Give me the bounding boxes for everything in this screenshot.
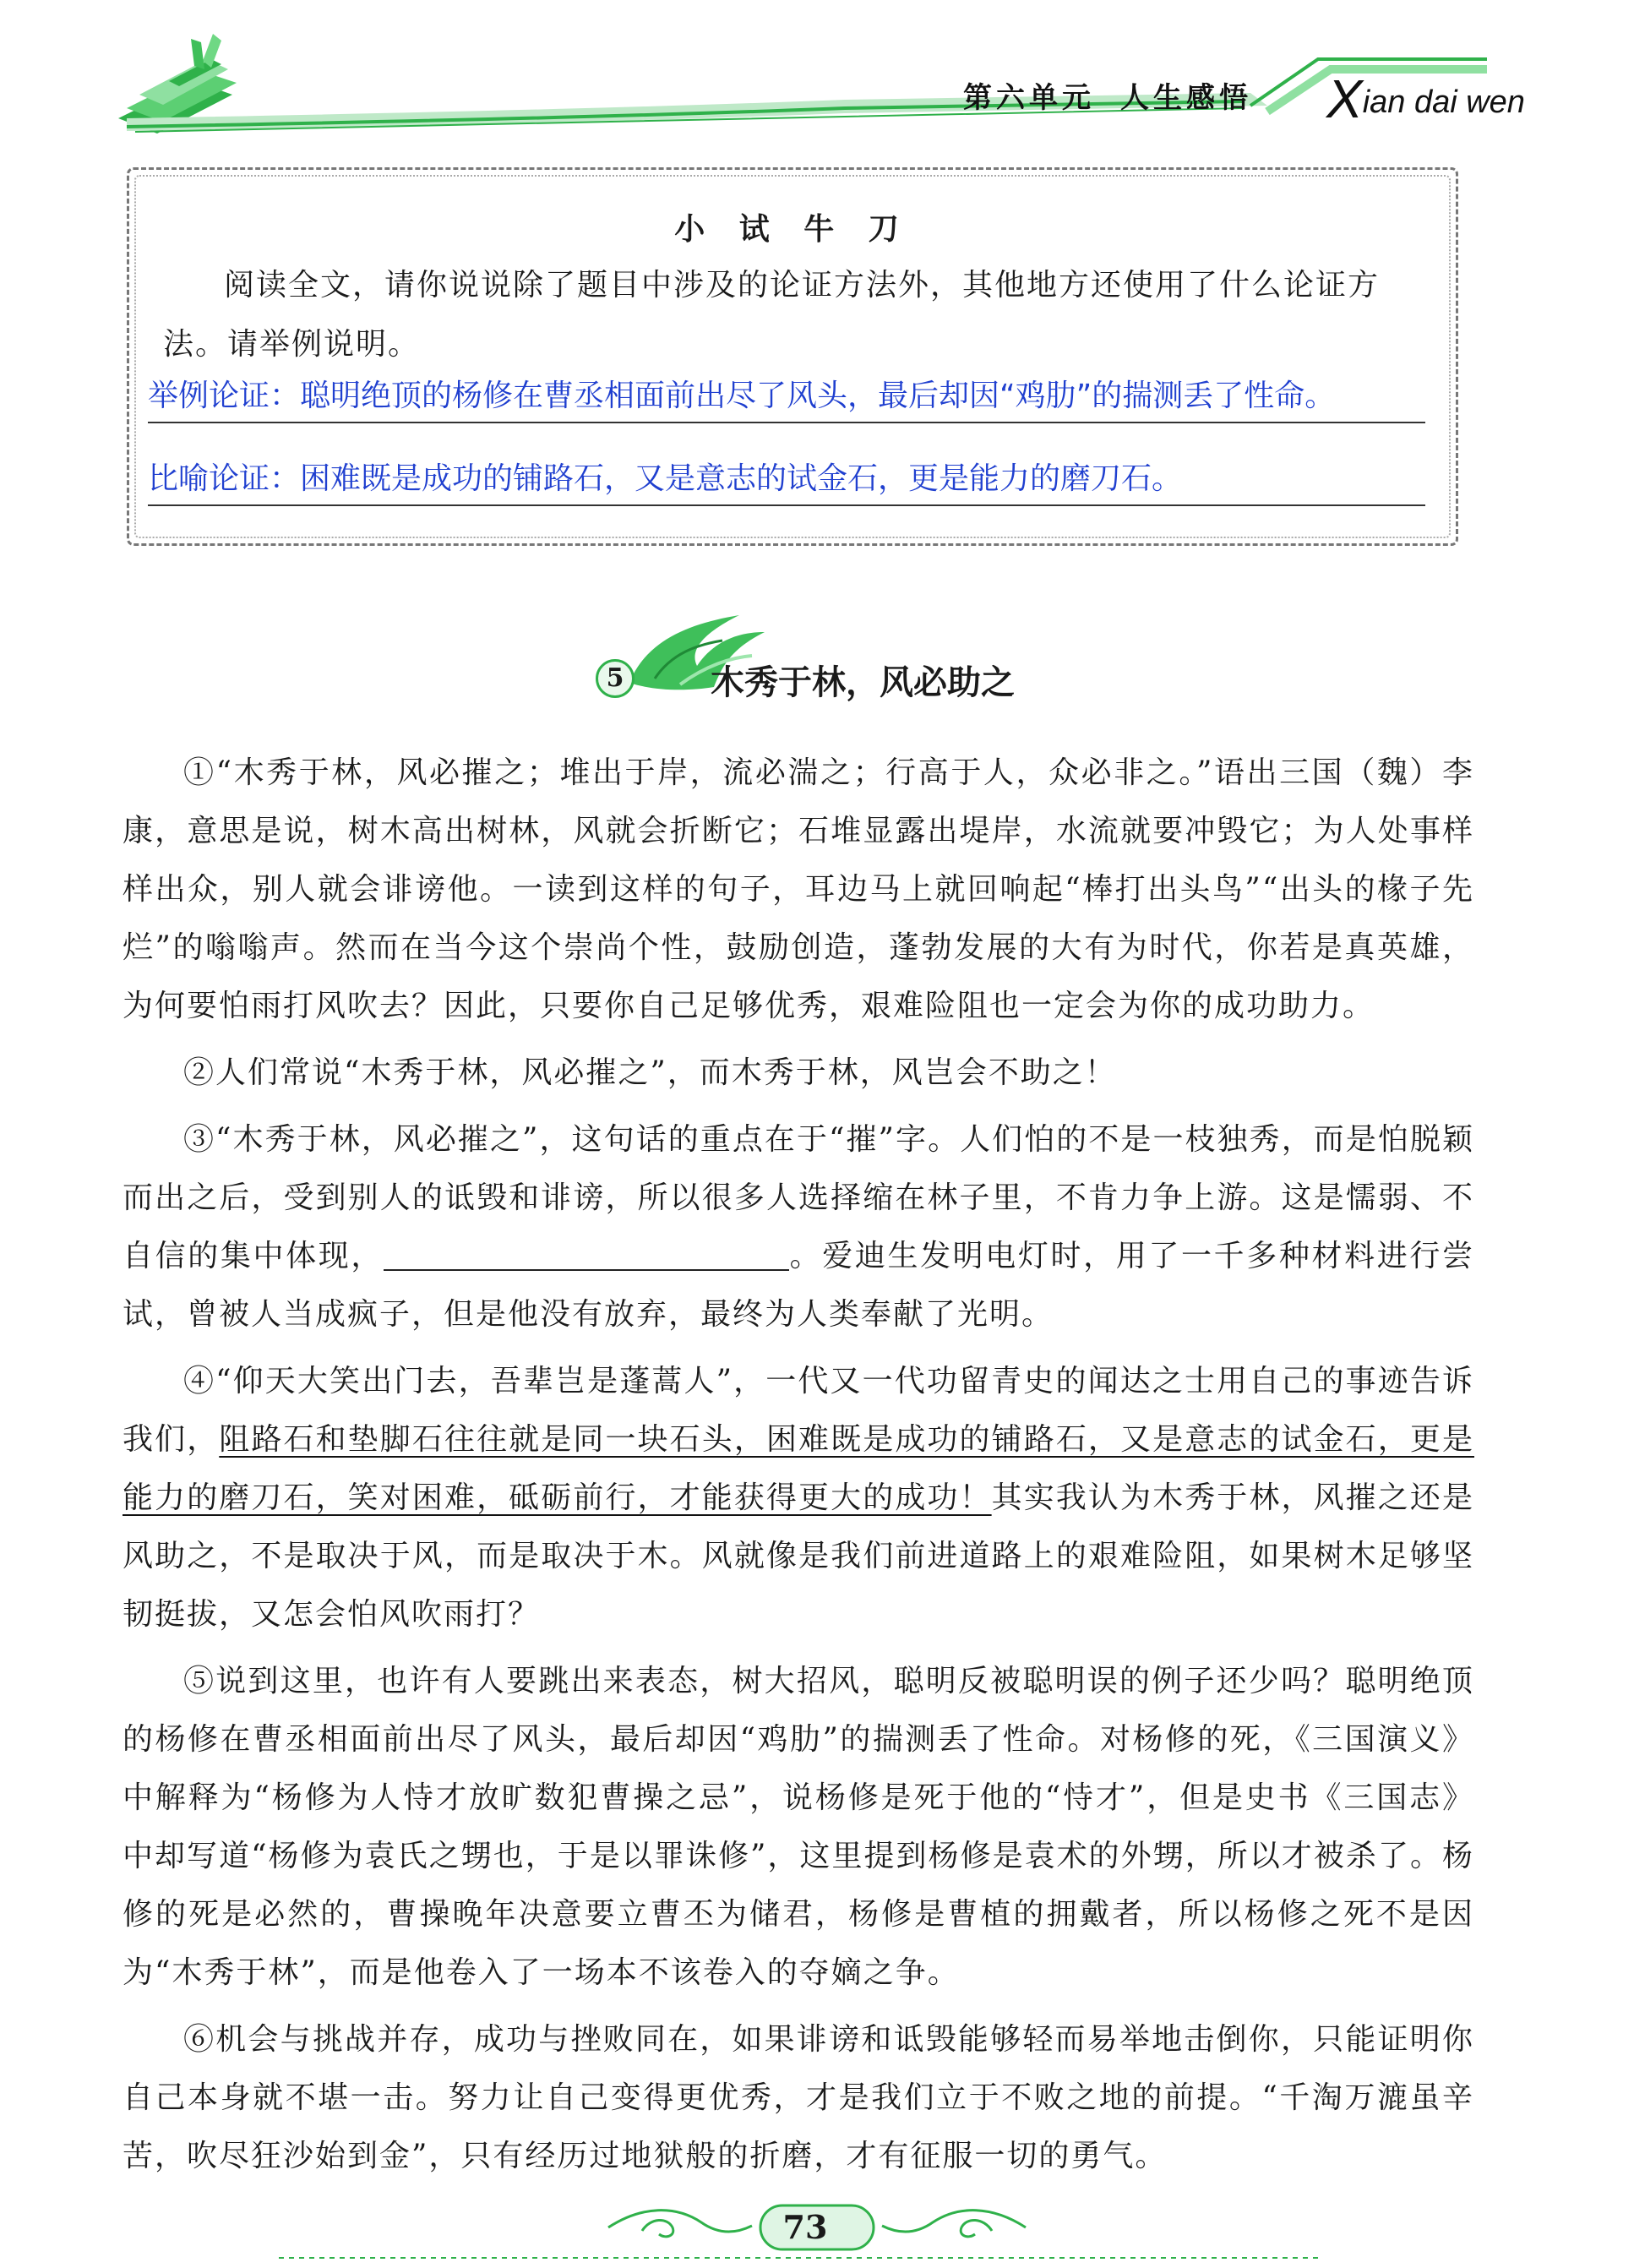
section-heading: [596, 607, 1103, 708]
exercise-title: 小 试 牛 刀: [674, 211, 911, 247]
underlined-sentence: 阻路石和垫脚石往往就是同一块石头，困难既是成功的铺路石，又是意志的试金石，更是能力的磨刀石，笑对困难，砥砺前行，才能获得更大的成功！: [123, 1422, 1474, 1515]
section-number: 5: [596, 659, 635, 698]
answer-text-1: 举例论证：聪明绝顶的杨修在曹丞相面前出尽了风头，最后却因“鸡肋”的揣测丢了性命。: [148, 379, 1336, 413]
article-body: [123, 744, 1474, 2194]
paragraph-3-after: 。爱迪生发明电灯时，用了一千多种材料进行尝试，曾被人当成疯子，但是他没有放弃，最终为人类奉献了光明。: [123, 1239, 1474, 1332]
answer-line-1: [148, 363, 1425, 423]
paragraph-4: [123, 1352, 1474, 1644]
paragraph-4-before: ④“仰天大笑出门去，吾辈岂是蓬蒿人”，一代又一代功留青史的闻达之士用自己的事迹告诉我们，: [123, 1364, 1474, 1457]
fill-in-blank[interactable]: [384, 1235, 789, 1271]
paragraph-4-after: 其实我认为木秀于林，风摧之还是风助之，不是取决于风，而是取决于木。风就像是我们前进道路上的艰难险阻，如果树木足够坚韧挺拔，又怎会怕风吹雨打？: [123, 1480, 1474, 1632]
paragraph-5: ⑤说到这里，也许有人要跳出来表态，树大招风，聪明反被聪明误的例子还少吗？聪明绝顶的杨修在曹丞相面前出尽了风头，最后却因“鸡肋”的揣测丢了性命。对杨修的死，《三国演义》中解释为“杨修为人恃才放旷数犯曹操之忌”，说杨修是死于他的“恃才”，但是史书《三国志》中却写道“杨修为袁氏之甥也，于是以罪诛修”，这里提到杨修是袁术的外甥，所以才被杀了。杨修的死是必然的，曹操晚年决意要立曹丕为储君，杨修是曹植的拥戴者，所以杨修之死不是因为“木秀于林”，而是他卷入了一场本不该卷入的夺嫡之争。: [123, 1664, 1474, 1990]
paragraph-1: ①“木秀于林，风必摧之；堆出于岸，流必湍之；行高于人，众必非之。”语出三国（魏）李康，意思是说，树木高出树林，风就会折断它；石堆显露出堤岸，水流就要冲毁它；为人处事样样出众，别人就会诽谤他。一读到这样的句子，耳边马上就回响起“棒打出头鸟”“出头的椽子先烂”的嗡嗡声。然而在当今这个崇尚个性，鼓励创造，蓬勃发展的大有为时代，你若是真英雄，为何要怕雨打风吹去？因此，只要你自己足够优秀，艰难险阻也一定会为你的成功助力。: [123, 755, 1474, 1023]
exercise-question: 阅读全文，请你说说除了题目中涉及的论证方法外，其他地方还使用了什么论证方法。请举例说明。: [163, 268, 1381, 362]
brand-logo: [1326, 68, 1525, 130]
page-header: [0, 0, 1634, 161]
brand-initial: X: [1326, 68, 1363, 129]
paragraph-3: [123, 1110, 1474, 1344]
paragraph-2: ②人们常说“木秀于林，风必摧之”，而木秀于林，风岂会不助之！: [183, 1055, 1117, 1090]
page-footer: [0, 2197, 1634, 2268]
unit-name: 第六单元: [963, 81, 1095, 115]
unit-label: [963, 74, 1252, 116]
exercise-box: [127, 167, 1458, 546]
answer-text-2: 比喻论证：困难既是成功的铺路石，又是意志的试金石，更是能力的磨刀石。: [148, 461, 1183, 496]
unit-theme: 人生感悟: [1120, 81, 1252, 115]
paragraph-3-before: ③“木秀于林，风必摧之”，这句话的重点在于“摧”字。人们怕的不是一枝独秀，而是怕脱颖而出之后，受到别人的诋毁和诽谤，所以很多人选择缩在林子里，不肯力争上游。这是懦弱、不自信的集中体现，: [123, 1122, 1474, 1273]
answer-line-2: [148, 445, 1425, 506]
section-title: 木秀于林，风必助之: [711, 662, 1015, 702]
paragraph-6: ⑥机会与挑战并存，成功与挫败同在，如果诽谤和诋毁能够轻而易举地击倒你，只能证明你自己本身就不堪一击。努力让自己变得更优秀，才是我们立于不败之地的前提。“千淘万漉虽辛苦，吹尽狂沙始到金”，只有经历过地狱般的折磨，才有征服一切的勇气。: [123, 2022, 1474, 2173]
brand-text: ian dai wen: [1362, 85, 1525, 120]
page-number: 73: [782, 2208, 828, 2246]
